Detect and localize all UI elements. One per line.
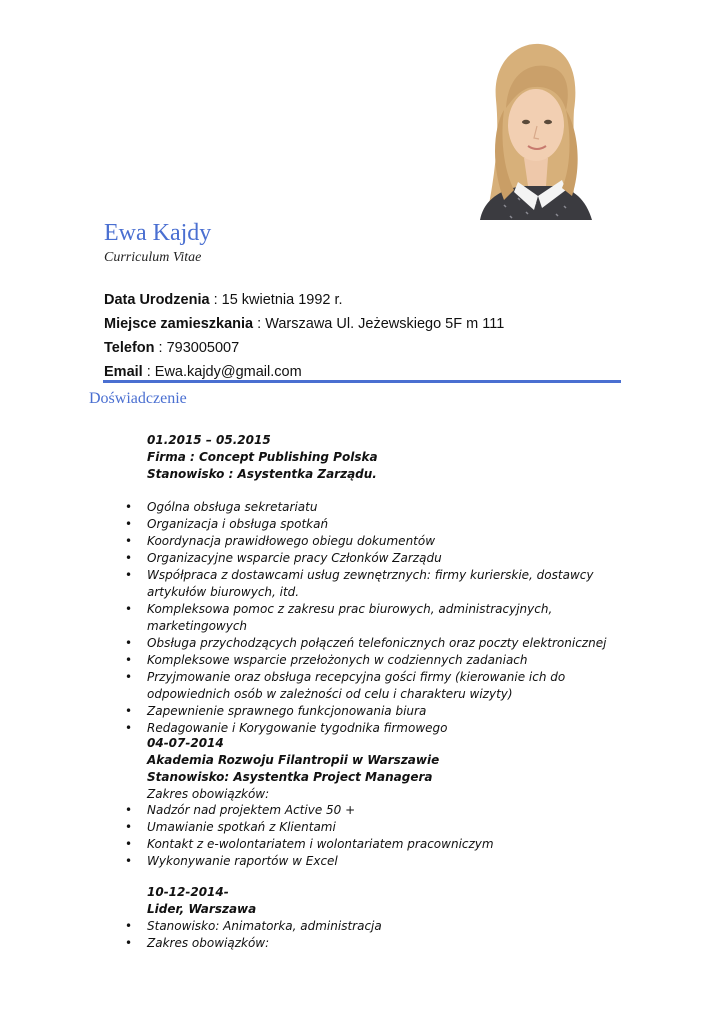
list-item: • Kompleksowa pomoc z zakresu prac biurowych, administracyjnych, marketingowych xyxy=(125,602,553,633)
job-dates: 01.2015 – 05.2015 xyxy=(147,433,271,447)
job-company: Akademia Rozwoju Filantropii w Warszawie xyxy=(147,753,440,767)
phone-label: Telefon xyxy=(104,340,155,356)
duties-list-3 xyxy=(125,918,622,952)
list-item: • Wykonywanie raportów w Excel xyxy=(125,854,338,868)
job-company: Firma : Concept Publishing Polska xyxy=(147,450,378,464)
list-item: • Nadzór nad projektem Active 50 + xyxy=(125,803,356,817)
list-item: • Koordynacja prawidłowego obiegu dokumentów xyxy=(125,534,436,548)
list-item: • Współpraca z dostawcami usług zewnętrznych: firmy kurierskie, dostawcy artykułów biurowych, itd. xyxy=(125,568,594,599)
phone-row xyxy=(104,340,239,356)
job-scope-label: Zakres obowiązków: xyxy=(147,787,270,801)
list-item: • Organizacja i obsługa spotkań xyxy=(125,517,329,531)
list-item: • Ogólna obsługa sekretariatu xyxy=(125,500,318,514)
job-company: Lider, Warszawa xyxy=(147,902,257,916)
list-item: • Organizacyjne wsparcie pracy Członków Zarządu xyxy=(125,551,442,565)
profile-photo xyxy=(474,30,594,220)
birth-date-value: : 15 kwietnia 1992 r. xyxy=(209,292,343,308)
section-divider xyxy=(103,380,621,383)
birth-date-label: Data Urodzenia xyxy=(104,292,210,308)
duties-list-2 xyxy=(125,802,622,870)
experience-heading: Doświadczenie xyxy=(89,390,187,407)
job-dates: 04-07-2014 xyxy=(147,736,224,750)
job-dates: 10-12-2014- xyxy=(147,885,229,899)
candidate-name: Ewa Kajdy xyxy=(104,220,212,246)
job-header-1 xyxy=(147,432,378,483)
birth-date-row xyxy=(104,292,343,308)
email-row xyxy=(104,364,302,380)
list-item: • Obsługa przychodzących połączeń telefonicznych oraz poczty elektronicznej xyxy=(125,636,607,650)
residence-value: : Warszawa Ul. Jeżewskiego 5F m 111 xyxy=(253,316,505,332)
job-position: Stanowisko: Asystentka Project Managera xyxy=(147,770,433,784)
email-value: : Ewa.kajdy@gmail.com xyxy=(142,364,302,380)
job-header-2 xyxy=(147,735,439,803)
email-label: Email xyxy=(104,364,143,380)
list-item: • Zakres obowiązków: xyxy=(125,936,270,950)
list-item: • Kompleksowe wsparcie przełożonych w codziennych zadaniach xyxy=(125,653,528,667)
duties-list-1 xyxy=(125,499,622,737)
list-item: • Przyjmowanie oraz obsługa recepcyjna gości firmy (kierowanie ich do odpowiednich osób w zależności od celu i charakteru wizyty) xyxy=(125,670,566,701)
phone-value: : 793005007 xyxy=(154,340,240,356)
job-position: Stanowisko : Asystentka Zarządu. xyxy=(147,467,377,481)
list-item: • Stanowisko: Animatorka, administracja xyxy=(125,919,382,933)
list-item: • Zapewnienie sprawnego funkcjonowania biura xyxy=(125,704,427,718)
job-header-3 xyxy=(147,884,256,918)
document-subtitle: Curriculum Vitae xyxy=(104,250,202,265)
list-item: • Redagowanie i Korygowanie tygodnika firmowego xyxy=(125,721,448,735)
residence-label: Miejsce zamieszkania xyxy=(104,316,254,332)
list-item: • Kontakt z e-wolontariatem i wolontariatem pracowniczym xyxy=(125,837,494,851)
list-item: • Umawianie spotkań z Klientami xyxy=(125,820,336,834)
residence-row xyxy=(104,316,504,332)
